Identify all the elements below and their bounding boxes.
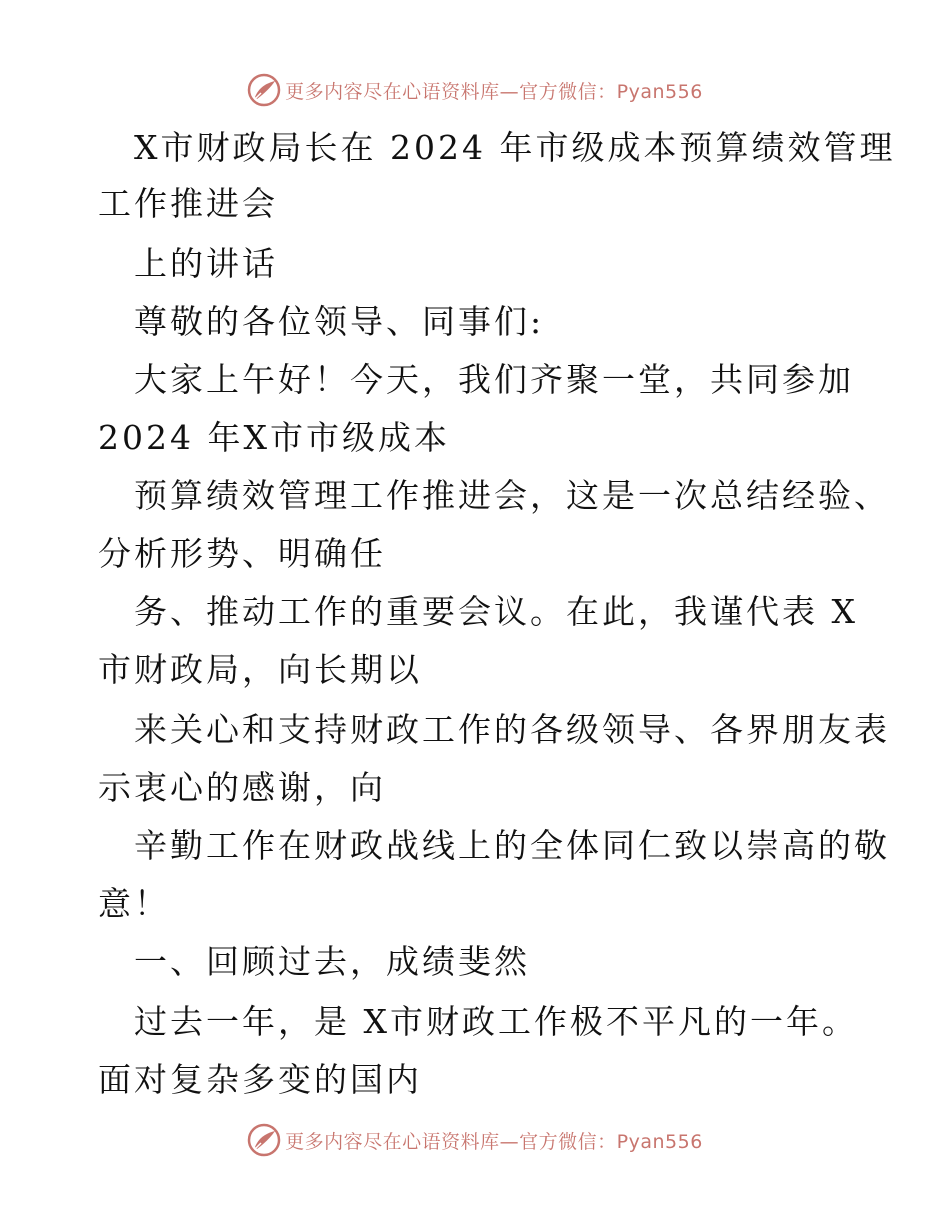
paragraph-line: 市财政局，向长期以	[98, 650, 422, 689]
paragraph-line: 大家上午好！今天，我们齐聚一堂，共同参加	[134, 360, 854, 399]
paragraph-line: 辛勤工作在财政战线上的全体同仁致以崇高的敬	[134, 826, 890, 865]
paragraph-line: 示衷心的感谢，向	[98, 768, 386, 807]
paragraph-line: 分析形势、明确任	[98, 534, 386, 573]
section-heading: 一、回顾过去，成绩斐然	[134, 942, 530, 981]
pen-logo-icon	[247, 73, 281, 107]
header-watermark	[0, 70, 950, 110]
paragraph-line: 务、推动工作的重要会议。在此，我谨代表 X	[134, 592, 858, 631]
paragraph-line: 2024 年X市市级成本	[98, 418, 450, 457]
footer-watermark	[0, 1120, 950, 1160]
pen-logo-icon	[247, 1123, 281, 1157]
watermark-text: 更多内容尽在心语资料库—官方微信：Pyan556	[285, 80, 703, 103]
title-line-2: 工作推进会	[98, 184, 278, 223]
salutation: 尊敬的各位领导、同事们:	[134, 302, 545, 341]
title-line-3: 上的讲话	[134, 244, 278, 283]
paragraph-line: 面对复杂多变的国内	[98, 1060, 422, 1099]
paragraph-line: 过去一年，是 X市财政工作极不平凡的一年。	[134, 1002, 858, 1041]
paragraph-line: 意！	[98, 884, 170, 923]
paragraph-line: 来关心和支持财政工作的各级领导、各界朋友表	[134, 710, 890, 749]
title-line-1: X市财政局长在 2024 年市级成本预算绩效管理	[134, 128, 896, 167]
paragraph-line: 预算绩效管理工作推进会，这是一次总结经验、	[134, 476, 890, 515]
watermark-text: 更多内容尽在心语资料库—官方微信：Pyan556	[285, 1130, 703, 1153]
